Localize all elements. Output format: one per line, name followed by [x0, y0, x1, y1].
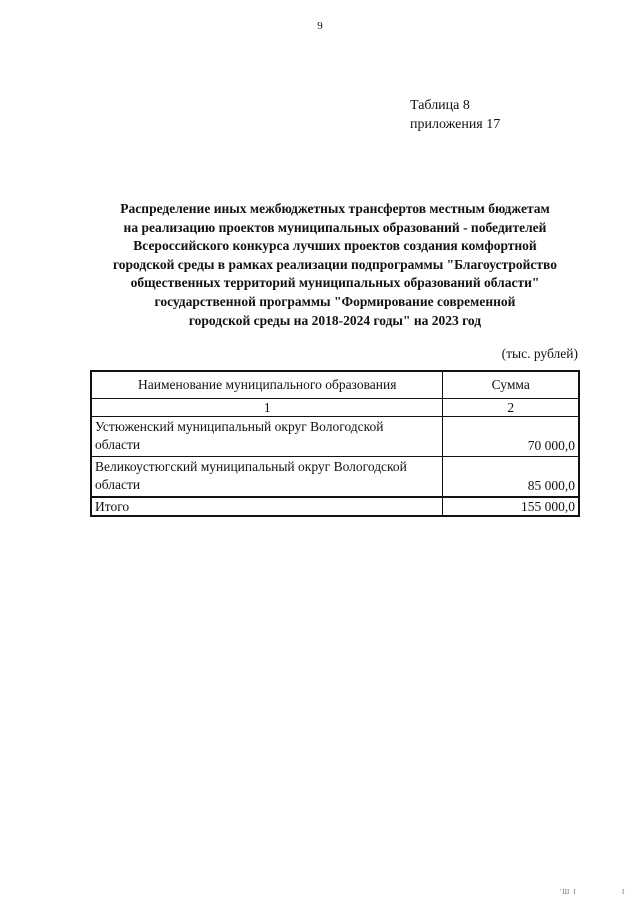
title-line: Распределение иных межбюджетных трансфертов местным бюджетам: [120, 201, 550, 216]
footer-mark: 'Ш I: [560, 888, 577, 896]
title-line: городской среды на 2018-2024 годы" на 2023 год: [188, 312, 482, 328]
header-amount: Сумма: [443, 371, 579, 399]
amount-cell: 70 000,0: [443, 417, 579, 457]
amount-cell: 85 000,0: [443, 457, 579, 498]
document-title: [80, 200, 590, 330]
header-municipality: Наименование муниципального образования: [91, 371, 443, 399]
column-number-row: [91, 399, 579, 417]
table-reference-line: Таблица 8: [410, 98, 470, 113]
title-line: городской среды в рамках реализации подпрограммы "Благоустройство: [113, 256, 557, 272]
total-label: Итого: [91, 497, 443, 516]
table-row: [91, 457, 579, 498]
municipality-name-line: Великоустюгский муниципальный округ Вологодской: [95, 459, 407, 474]
title-line: общественных территорий муниципальных образований области": [130, 275, 540, 291]
table-reference: [410, 96, 500, 134]
table-row: [91, 417, 579, 457]
allocation-table: [90, 370, 580, 517]
municipality-name-line: области: [95, 437, 141, 452]
title-line: на реализацию проектов муниципальных образований - победителей: [123, 219, 547, 235]
table-header-row: [91, 371, 579, 399]
column-number: 2: [443, 399, 579, 417]
municipality-name: [91, 457, 443, 498]
page-number: 9: [317, 20, 323, 32]
total-row: [91, 497, 579, 516]
footer-mark: I: [622, 888, 625, 896]
table-reference-line: приложения 17: [410, 117, 501, 132]
municipality-name: [91, 417, 443, 457]
units-label: (тыс. рублей): [501, 346, 578, 361]
column-number: 1: [91, 399, 443, 417]
municipality-name-line: Устюженский муниципальный округ Вологодской: [95, 419, 384, 434]
municipality-name-line: области: [95, 477, 141, 492]
total-amount: 155 000,0: [443, 497, 579, 516]
title-line: Всероссийского конкурса лучших проектов создания комфортной: [133, 238, 537, 254]
title-line: государственной программы "Формирование современной: [154, 293, 516, 309]
